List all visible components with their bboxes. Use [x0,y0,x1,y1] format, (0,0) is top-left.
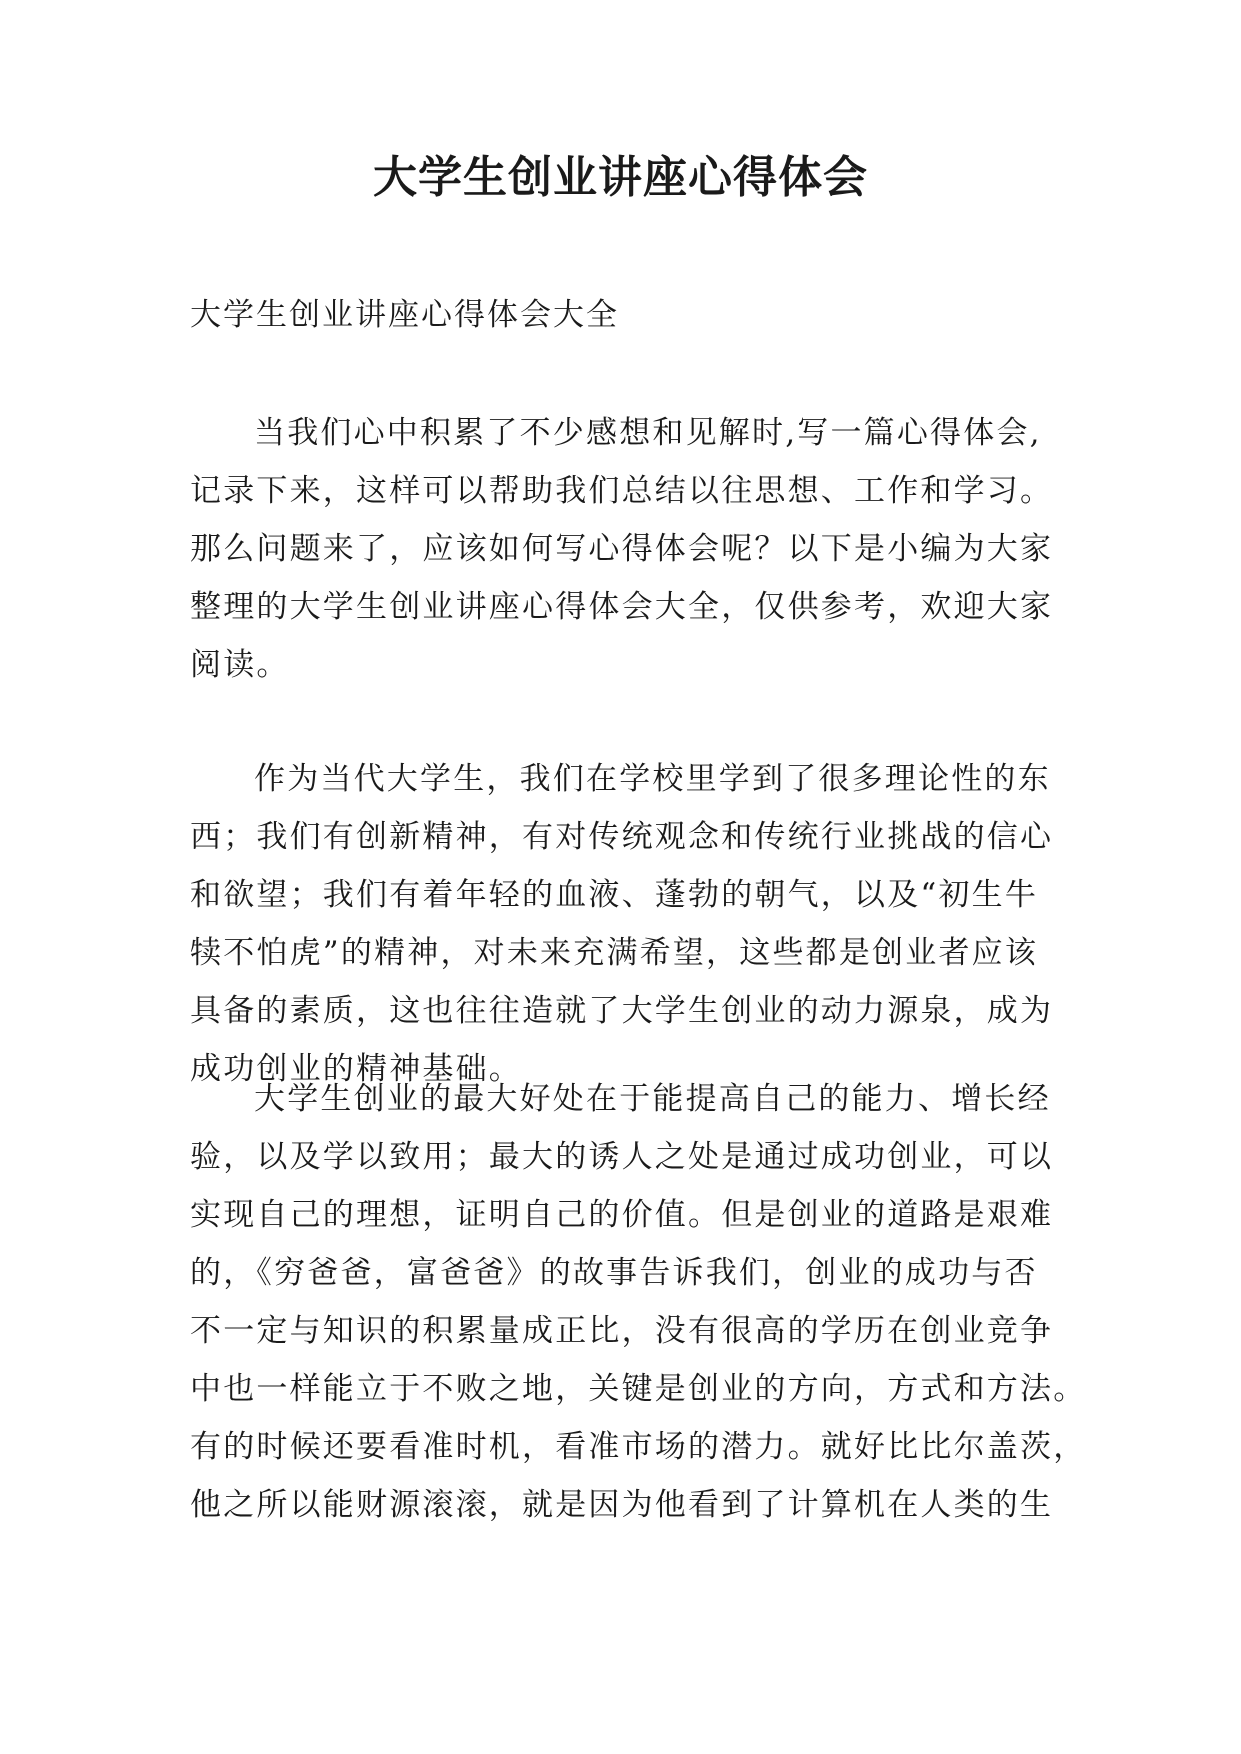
paragraph-line: 的，《穷爸爸，富爸爸》的故事告诉我们，创业的成功与否 [190,1255,1038,1291]
paragraph-line: 西；我们有创新精神，有对传统观念和传统行业挑战的信心 [190,819,1054,855]
paragraph-line: 当我们心中积累了不少感想和见解时,写一篇心得体会, [254,415,1042,451]
paragraph-line: 大学生创业的最大好处在于能提高自己的能力、增长经 [254,1081,1051,1117]
paragraph-line: 实现自己的理想，证明自己的价值。但是创业的道路是艰难 [190,1197,1054,1233]
paragraph-line: 记录下来，这样可以帮助我们总结以往思想、工作和学习。 [190,473,1054,509]
document-subtitle: 大学生创业讲座心得体会大全 [190,297,619,333]
paragraph-line: 具备的素质，这也往往造就了大学生创业的动力源泉，成为 [190,993,1054,1029]
paragraph-intro [190,404,1054,694]
paragraph-line: 成功创业的精神基础。 [190,1051,522,1087]
paragraph-line: 中也一样能立于不败之地，关键是创业的方向，方式和方法。 [190,1371,1087,1407]
paragraph-line: 和欲望；我们有着年轻的血液、蓬勃的朝气，以及“初生牛 [190,877,1039,913]
paragraph-entrepreneurship-benefits [190,1070,1087,1534]
paragraph-line: 有的时候还要看准时机，看准市场的潜力。就好比比尔盖茨， [190,1429,1087,1465]
paragraph-line: 犊不怕虎”的精神，对未来充满希望，这些都是创业者应该 [190,935,1039,971]
paragraph-line: 作为当代大学生，我们在学校里学到了很多理论性的东 [254,761,1051,797]
paragraph-line: 阅读。 [190,647,290,683]
paragraph-students-qualities [190,750,1054,1098]
paragraph-line: 验，以及学以致用；最大的诱人之处是通过成功创业，可以 [190,1139,1054,1175]
document-title: 大学生创业讲座心得体会 [373,152,868,203]
paragraph-line: 那么问题来了，应该如何写心得体会呢？以下是小编为大家 [190,531,1054,567]
paragraph-line: 他之所以能财源滚滚，就是因为他看到了计算机在人类的生 [190,1487,1054,1523]
paragraph-line: 不一定与知识的积累量成正比，没有很高的学历在创业竞争 [190,1313,1054,1349]
paragraph-line: 整理的大学生创业讲座心得体会大全，仅供参考，欢迎大家 [190,589,1054,625]
